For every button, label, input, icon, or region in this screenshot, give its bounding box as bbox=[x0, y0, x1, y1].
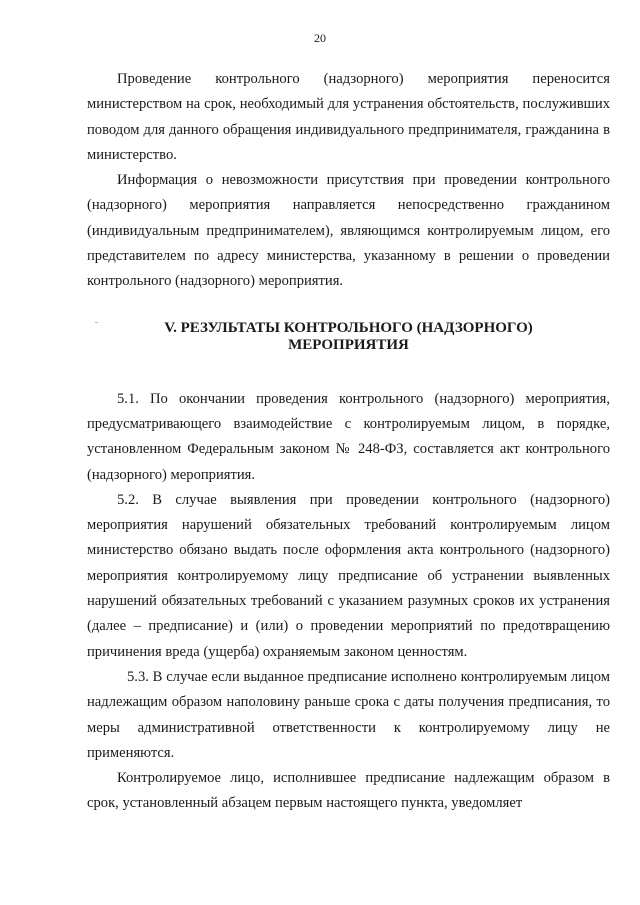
section-heading bbox=[87, 320, 610, 354]
spacer bbox=[87, 295, 610, 320]
paragraph-5-2: 5.2. В случае выявления при проведении контрольного (надзорного) мероприятия нарушений обязательных требований контролируемым лицом министерство обязано выдать после оформления акта контрольного (надзорного) мероприятия контролируемому лицу предписание об устранении выявленных нарушений обязательных требований с указанием разумных сроков их устранения (далее – предписание) и (или) о проведении мероприятий по предотвращению причинения вреда (ущерба) охраняемым законом ценностям. bbox=[87, 491, 610, 660]
paragraph-postponement: Проведение контрольного (надзорного) мероприятия переносится министерством на срок, необходимый для устранения обстоятельств, послуживших поводом для данного обращения индивидуального предпринимателя, гражданина в министерство. bbox=[87, 71, 610, 163]
page-number: 20 bbox=[314, 31, 326, 45]
paragraph-5-1: 5.1. По окончании проведения контрольного (надзорного) мероприятия, предусматривающего взаимодействие с контролируемым лицом, в порядке, установленном Федеральным законом № 248-ФЗ, составляется акт контрольного (надзорного) мероприятия. bbox=[87, 390, 610, 483]
section-heading-line2: МЕРОПРИЯТИЯ bbox=[288, 336, 409, 353]
section-heading-line1: V. РЕЗУЛЬТАТЫ КОНТРОЛЬНОГО (НАДЗОРНОГО) bbox=[164, 319, 533, 336]
spacer bbox=[87, 354, 610, 387]
paragraph-5-3: 5.3. В случае если выданное предписание исполнено контролируемым лицом надлежащим образом наполовину раньше срока с даты получения предписания, то меры административной ответственности к контролируемому лицу не применяются. bbox=[87, 668, 610, 761]
page-content bbox=[87, 67, 610, 817]
paragraph-notification: Контролируемое лицо, исполнившее предписание надлежащим образом в срок, установленный абзацем первым настоящего пункта, уведомляет bbox=[87, 770, 610, 812]
paragraph-absence-notice: Информация о невозможности присутствия при проведении контрольного (надзорного) мероприятия направляется непосредственно гражданином (индивидуальным предпринимателем), являющимся контролируемым лицом, его представителем по адресу министерства, указанному в решении о проведении контрольного (надзорного) мероприятия. bbox=[87, 172, 610, 290]
